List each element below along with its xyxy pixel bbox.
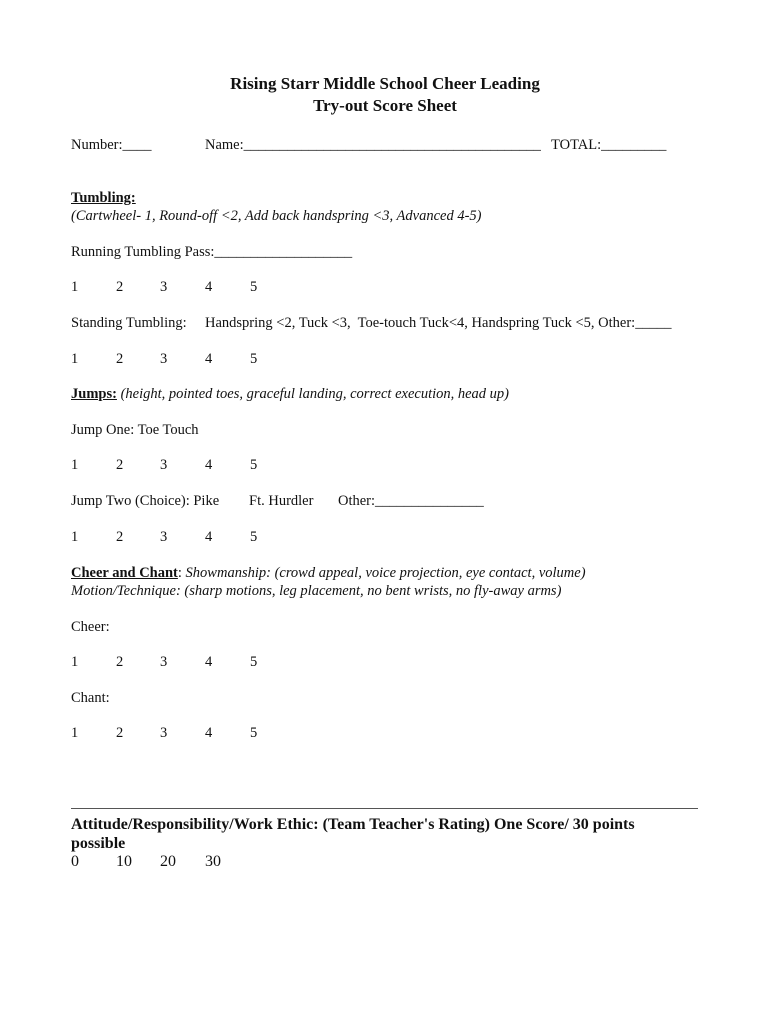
score-option[interactable]: 1 bbox=[71, 351, 79, 367]
total-field[interactable]: TOTAL:_________ bbox=[551, 137, 667, 153]
jump-two-label: Jump Two (Choice): Pike bbox=[71, 493, 220, 509]
score-option[interactable]: 3 bbox=[160, 654, 168, 670]
score-option[interactable]: 4 bbox=[205, 279, 213, 295]
score-option[interactable]: 2 bbox=[116, 654, 124, 670]
attitude-label: Attitude/Responsibility/Work Ethic: (Team Teacher's Rating) One Score/ 30 points possible bbox=[71, 816, 635, 852]
tumbling-criteria: (Cartwheel- 1, Round-off <2, Add back handspring <3, Advanced 4-5) bbox=[71, 208, 482, 224]
name-field[interactable]: Name:_________________________________________ bbox=[205, 137, 541, 153]
score-option[interactable]: 1 bbox=[71, 654, 79, 670]
score-option[interactable]: 2 bbox=[116, 725, 124, 741]
score-option[interactable]: 2 bbox=[116, 279, 124, 295]
score-option[interactable]: 5 bbox=[250, 529, 258, 545]
score-option[interactable]: 5 bbox=[250, 725, 258, 741]
score-option[interactable]: 2 bbox=[116, 457, 124, 473]
jumps-heading: Jumps: bbox=[71, 386, 117, 402]
standing-tumbling-options[interactable]: Handspring <2, Tuck <3, Toe-touch Tuck<4, Handspring Tuck <5, Other:_____ bbox=[205, 315, 672, 331]
tumbling-heading: Tumbling: bbox=[71, 190, 136, 206]
score-option[interactable]: 1 bbox=[71, 279, 79, 295]
score-option[interactable]: 5 bbox=[250, 351, 258, 367]
chant-label: Chant: bbox=[71, 690, 110, 706]
score-option[interactable]: 5 bbox=[250, 279, 258, 295]
cheer-label: Cheer: bbox=[71, 619, 110, 635]
section-divider bbox=[71, 808, 698, 809]
jump-two-hurdler[interactable]: Ft. Hurdler bbox=[249, 493, 314, 509]
score-option[interactable]: 1 bbox=[71, 725, 79, 741]
score-option[interactable]: 3 bbox=[160, 725, 168, 741]
title-line-2: Try-out Score Sheet bbox=[313, 96, 457, 115]
score-option[interactable]: 4 bbox=[205, 725, 213, 741]
score-option[interactable]: 3 bbox=[160, 529, 168, 545]
cheer-chant-heading: Cheer and Chant bbox=[71, 565, 178, 581]
score-option[interactable]: 3 bbox=[160, 457, 168, 473]
showmanship-criteria: Showmanship: (crowd appeal, voice projection, eye contact, volume) bbox=[181, 565, 586, 581]
score-option[interactable]: 1 bbox=[71, 529, 79, 545]
cheer-chant-colon: : bbox=[177, 565, 182, 581]
attitude-score-option[interactable]: 20 bbox=[160, 853, 176, 870]
score-option[interactable]: 2 bbox=[116, 351, 124, 367]
jumps-criteria: (height, pointed toes, graceful landing, correct execution, head up) bbox=[116, 386, 510, 402]
score-option[interactable]: 4 bbox=[205, 529, 213, 545]
attitude-score-option[interactable]: 0 bbox=[71, 853, 79, 870]
motion-technique-criteria: Motion/Technique: (sharp motions, leg placement, no bent wrists, no fly-away arms) bbox=[71, 583, 562, 599]
score-option[interactable]: 5 bbox=[250, 457, 258, 473]
running-tumbling-field[interactable]: Running Tumbling Pass:___________________ bbox=[71, 244, 353, 260]
jump-two-other-field[interactable]: Other:_______________ bbox=[338, 493, 484, 509]
score-option[interactable]: 1 bbox=[71, 457, 79, 473]
attitude-score-option[interactable]: 30 bbox=[205, 853, 221, 870]
title-line-1: Rising Starr Middle School Cheer Leading bbox=[230, 74, 540, 93]
jump-one-label: Jump One: Toe Touch bbox=[71, 422, 199, 438]
score-option[interactable]: 3 bbox=[160, 351, 168, 367]
score-option[interactable]: 5 bbox=[250, 654, 258, 670]
jumps-section-header bbox=[71, 386, 509, 403]
standing-tumbling-label: Standing Tumbling: bbox=[71, 315, 187, 331]
number-field[interactable]: Number:____ bbox=[71, 137, 152, 153]
score-option[interactable]: 4 bbox=[205, 351, 213, 367]
cheer-chant-header bbox=[71, 565, 586, 582]
attitude-score-option[interactable]: 10 bbox=[116, 853, 132, 870]
score-option[interactable]: 2 bbox=[116, 529, 124, 545]
score-option[interactable]: 4 bbox=[205, 654, 213, 670]
score-option[interactable]: 3 bbox=[160, 279, 168, 295]
score-option[interactable]: 4 bbox=[205, 457, 213, 473]
